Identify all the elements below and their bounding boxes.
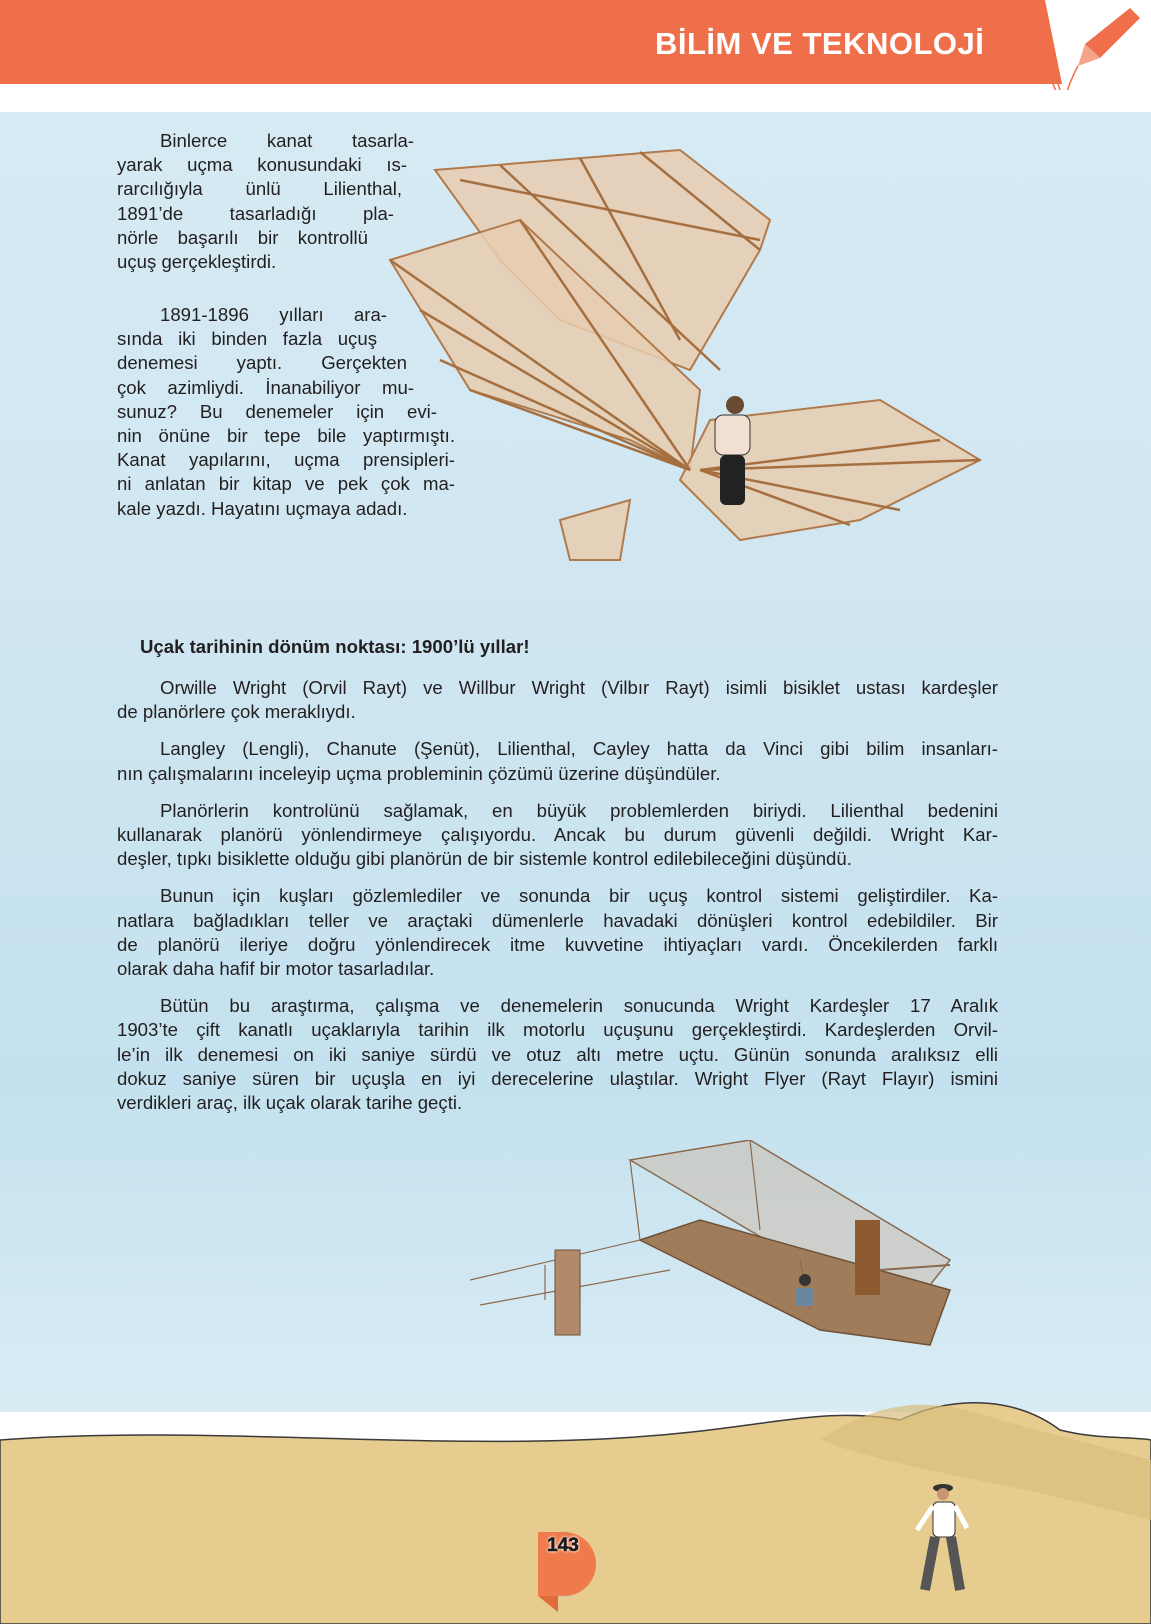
text-line: verdikleri araç, ilk uçak olarak tarihe geçti.: [117, 1092, 463, 1114]
pilot-figure: [715, 396, 750, 505]
text-line: kullanarak planörü yönlendirmeye çalışıyordu. Ancak bu durum güvenli değildi. Wright Kar-: [117, 824, 998, 846]
paragraph: [117, 676, 998, 724]
text-line: 1891-1896 yılları ara-: [160, 304, 387, 325]
text-line: de planörlere çok meraklıydı.: [117, 701, 356, 723]
text-line: nin önüne bir tepe bile yaptırmıştı.: [117, 425, 455, 447]
paragraph: [117, 737, 998, 785]
text-line: Planörlerin kontrolünü sağlamak, en büyük problemlerden biriydi. Lilienthal bedenini: [160, 799, 998, 821]
intro-paragraph-1: [117, 129, 414, 274]
pen-icon: [1048, 8, 1140, 90]
text-line: sunuz? Bu denemeler için evi-: [117, 400, 437, 422]
text-line: ni anlatan bir kitap ve pek çok ma-: [117, 473, 455, 495]
text-line: nın çalışmalarını inceleyip uçma probleminin çözümü üzerine düşündüler.: [117, 762, 721, 784]
text-line: Langley (Lengli), Chanute (Şenüt), Lilienthal, Cayley hatta da Vinci gibi bilim insanları-: [160, 738, 998, 760]
text-line: denemesi yaptı. Gerçekten: [117, 352, 407, 374]
wright-flyer-illustration: [470, 1140, 990, 1350]
text-line: kale yazdı. Hayatını uçmaya adadı.: [117, 497, 408, 519]
text-line: nörle başarılı bir kontrollü: [117, 226, 368, 248]
section-title: BİLİM VE TEKNOLOJİ: [655, 26, 985, 61]
text-line: Bunun için kuşları gözlemlediler ve sonunda bir uçuş kontrol sistemi geliştirdiler. Ka-: [160, 885, 998, 907]
text-line: deşler, tıpkı bisiklette olduğu gibi planörün de bir sistemle kontrol edilebileceğini düşündü.: [117, 848, 852, 870]
text-line: Binlerce kanat tasarla-: [160, 130, 414, 151]
page-number: 143: [547, 1535, 579, 1556]
section-body: [117, 676, 998, 1115]
text-line: 1891’de tasarladığı pla-: [117, 202, 394, 224]
text-line: Orwille Wright (Orvil Rayt) ve Willbur Wright (Vilbır Rayt) isimli bisiklet ustası kardeşler: [160, 677, 998, 698]
paragraph: [117, 884, 998, 981]
text-line: de planörü ileriye doğru yönlendirecek itme kuvvetine ihtiyaçları vardı. Öncekilerden farklı: [117, 933, 998, 955]
text-line: rarcılığıyla ünlü Lilienthal,: [117, 178, 402, 200]
text-line: dokuz saniye süren bir uçuşla en iyi derecelerine ulaştılar. Wright Flyer (Rayt Flayır) ismini: [117, 1067, 998, 1089]
text-line: çok azimliydi. İnanabiliyor mu-: [117, 376, 414, 398]
lilienthal-glider-illustration: [380, 140, 1020, 580]
text-line: Kanat yapılarını, uçma prensipleri-: [117, 449, 455, 471]
text-line: Bütün bu araştırma, çalışma ve denemelerin sonucunda Wright Kardeşler 17 Aralık: [160, 995, 998, 1017]
running-man-illustration: [905, 1480, 975, 1610]
text-line: olarak daha hafif bir motor tasarladılar.: [117, 958, 435, 980]
paragraph: [117, 994, 998, 1115]
text-line: natlara bağladıkları teller ve araçtaki dümenlerle havadaki dönüşleri kontrol edebildiler. Bir: [117, 909, 998, 931]
text-line: le’in ilk denemesi on iki saniye sürdü ve otuz altı metre uçtu. Günün sonunda aralıksız elli: [117, 1043, 998, 1065]
text-line: 1903’te çift kanatlı uçaklarıyla tarihin ilk motorlu uçuşunu gerçekleştirdi. Kardeşlerden Orvil-: [117, 1019, 998, 1041]
intro-paragraph-2: [117, 303, 455, 521]
section-heading: Uçak tarihinin dönüm noktası: 1900’lü yıllar!: [140, 636, 530, 657]
text-line: uçuş gerçekleştirdi.: [117, 251, 277, 273]
text-line: sında iki binden fazla uçuş: [117, 328, 377, 350]
text-line: yarak uçma konusundaki ıs-: [117, 154, 407, 176]
paragraph: [117, 799, 998, 872]
